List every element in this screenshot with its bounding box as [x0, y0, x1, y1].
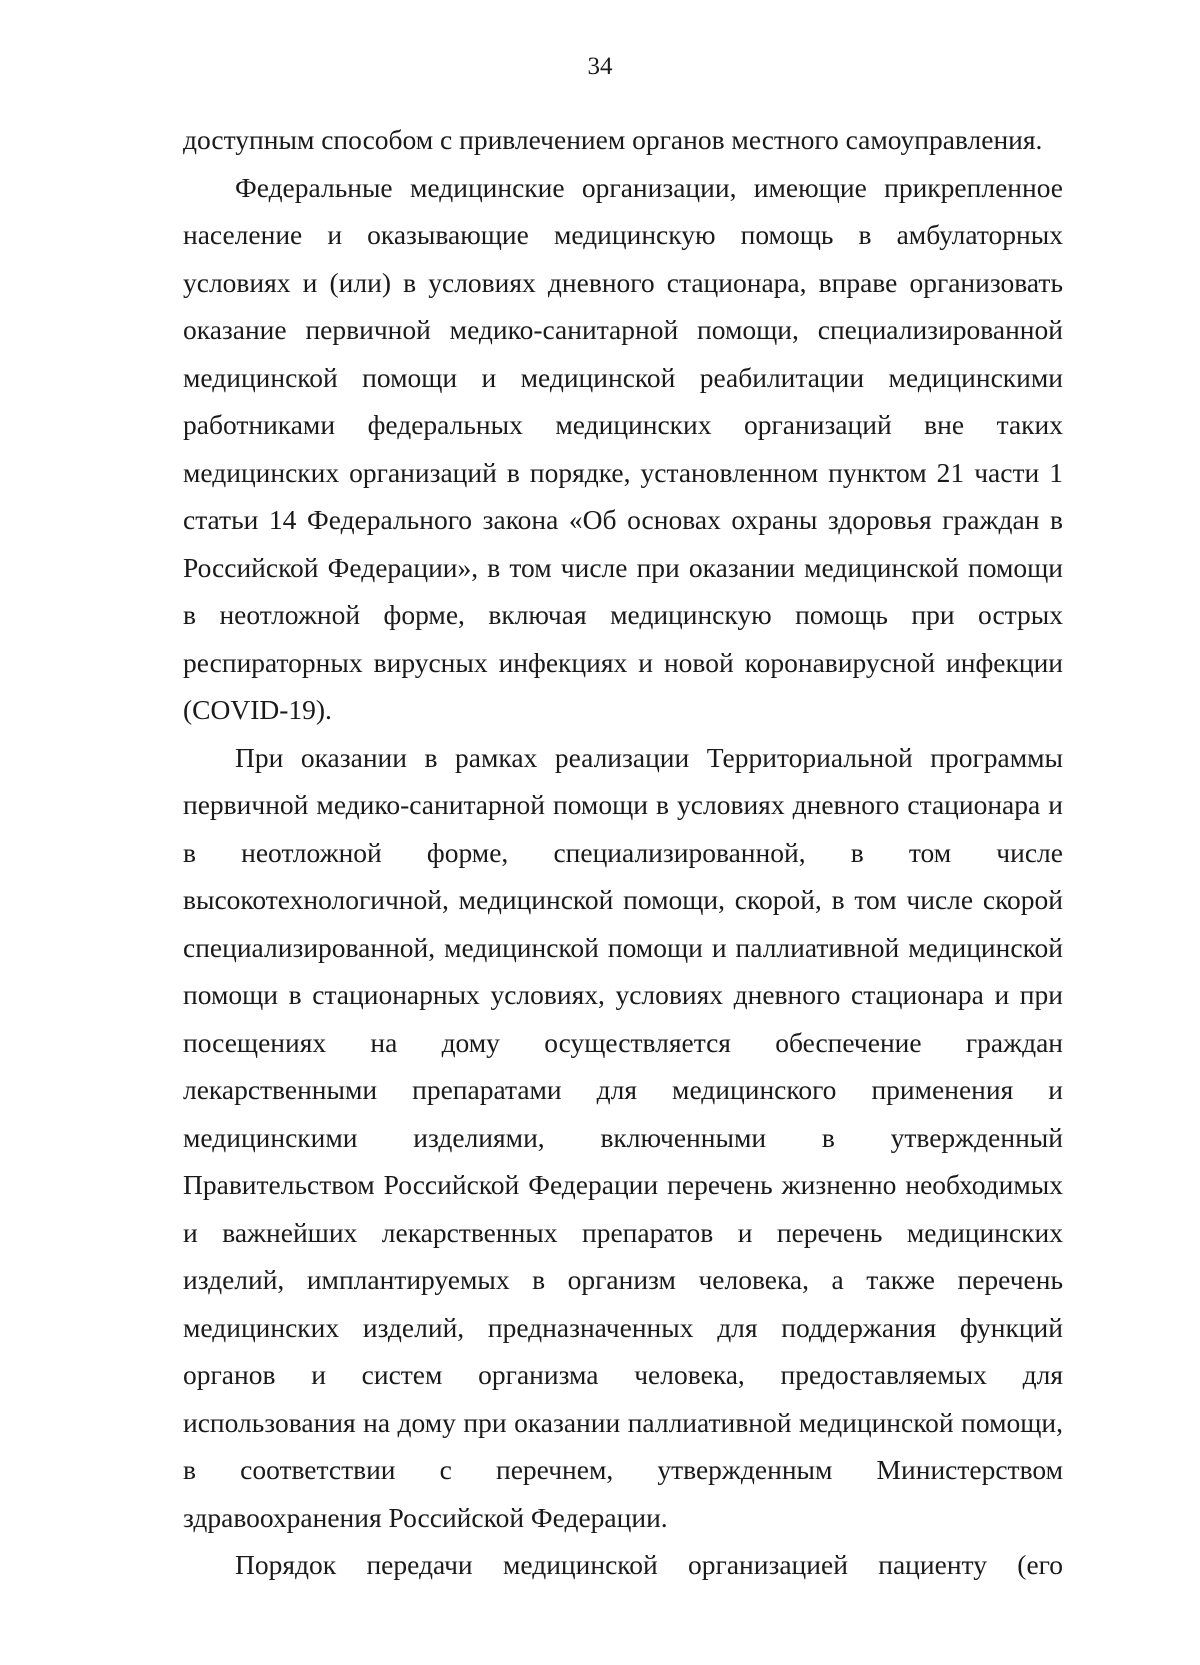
document-body: [183, 116, 1063, 1589]
paragraph-1: доступным способом с привлечением органов местного самоуправления.: [183, 124, 1043, 155]
paragraph-4: Порядок передачи медицинской организацией пациенту (его: [235, 1549, 1063, 1580]
paragraph-3: При оказании в рамках реализации Территориальной программы первичной медико-санитарной помощи в условиях дневного стационара и в неотложной форме, специализированной, в том числе высокотехнологичной, медицинской помощи, скорой, в том числе скорой специализированной, медицинской помощи и паллиативной медицинской помощи в стационарных условиях, условиях дневного стационара и при посещениях на дому осуществляется обеспечение граждан лекарственными препаратами для медицинского применения и медицинскими изделиями, включенными в утвержденный Правительством Российской Федерации перечень жизненно необходимых и важнейших лекарственных препаратов и перечень медицинских изделий, имплантируемых в организм человека, а также перечень медицинских изделий, предназначенных для поддержания функций органов и систем организма человека, предоставляемых для использования на дому при оказании паллиативной медицинской помощи, в соответствии с перечнем, утвержденным Министерством здравоохранения Российской Федерации.: [183, 741, 1063, 1533]
page-number: 34: [587, 53, 613, 80]
paragraph-2: Федеральные медицинские организации, имеющие прикрепленное население и оказывающие медицинскую помощь в амбулаторных условиях и (или) в условиях дневного стационара, вправе организовать оказание первичной медико-санитарной помощи, специализированной медицинской помощи и медицинской реабилитации медицинскими работниками федеральных медицинских организаций вне таких медицинских организаций в порядке, установленном пунктом 21 части 1 статьи 14 Федерального закона «Об основах охраны здоровья граждан в Российской Федерации», в том числе при оказании медицинской помощи в неотложной форме, включая медицинскую помощь при острых респираторных вирусных инфекциях и новой коронавирусной инфекции (COVID-19).: [183, 171, 1063, 725]
